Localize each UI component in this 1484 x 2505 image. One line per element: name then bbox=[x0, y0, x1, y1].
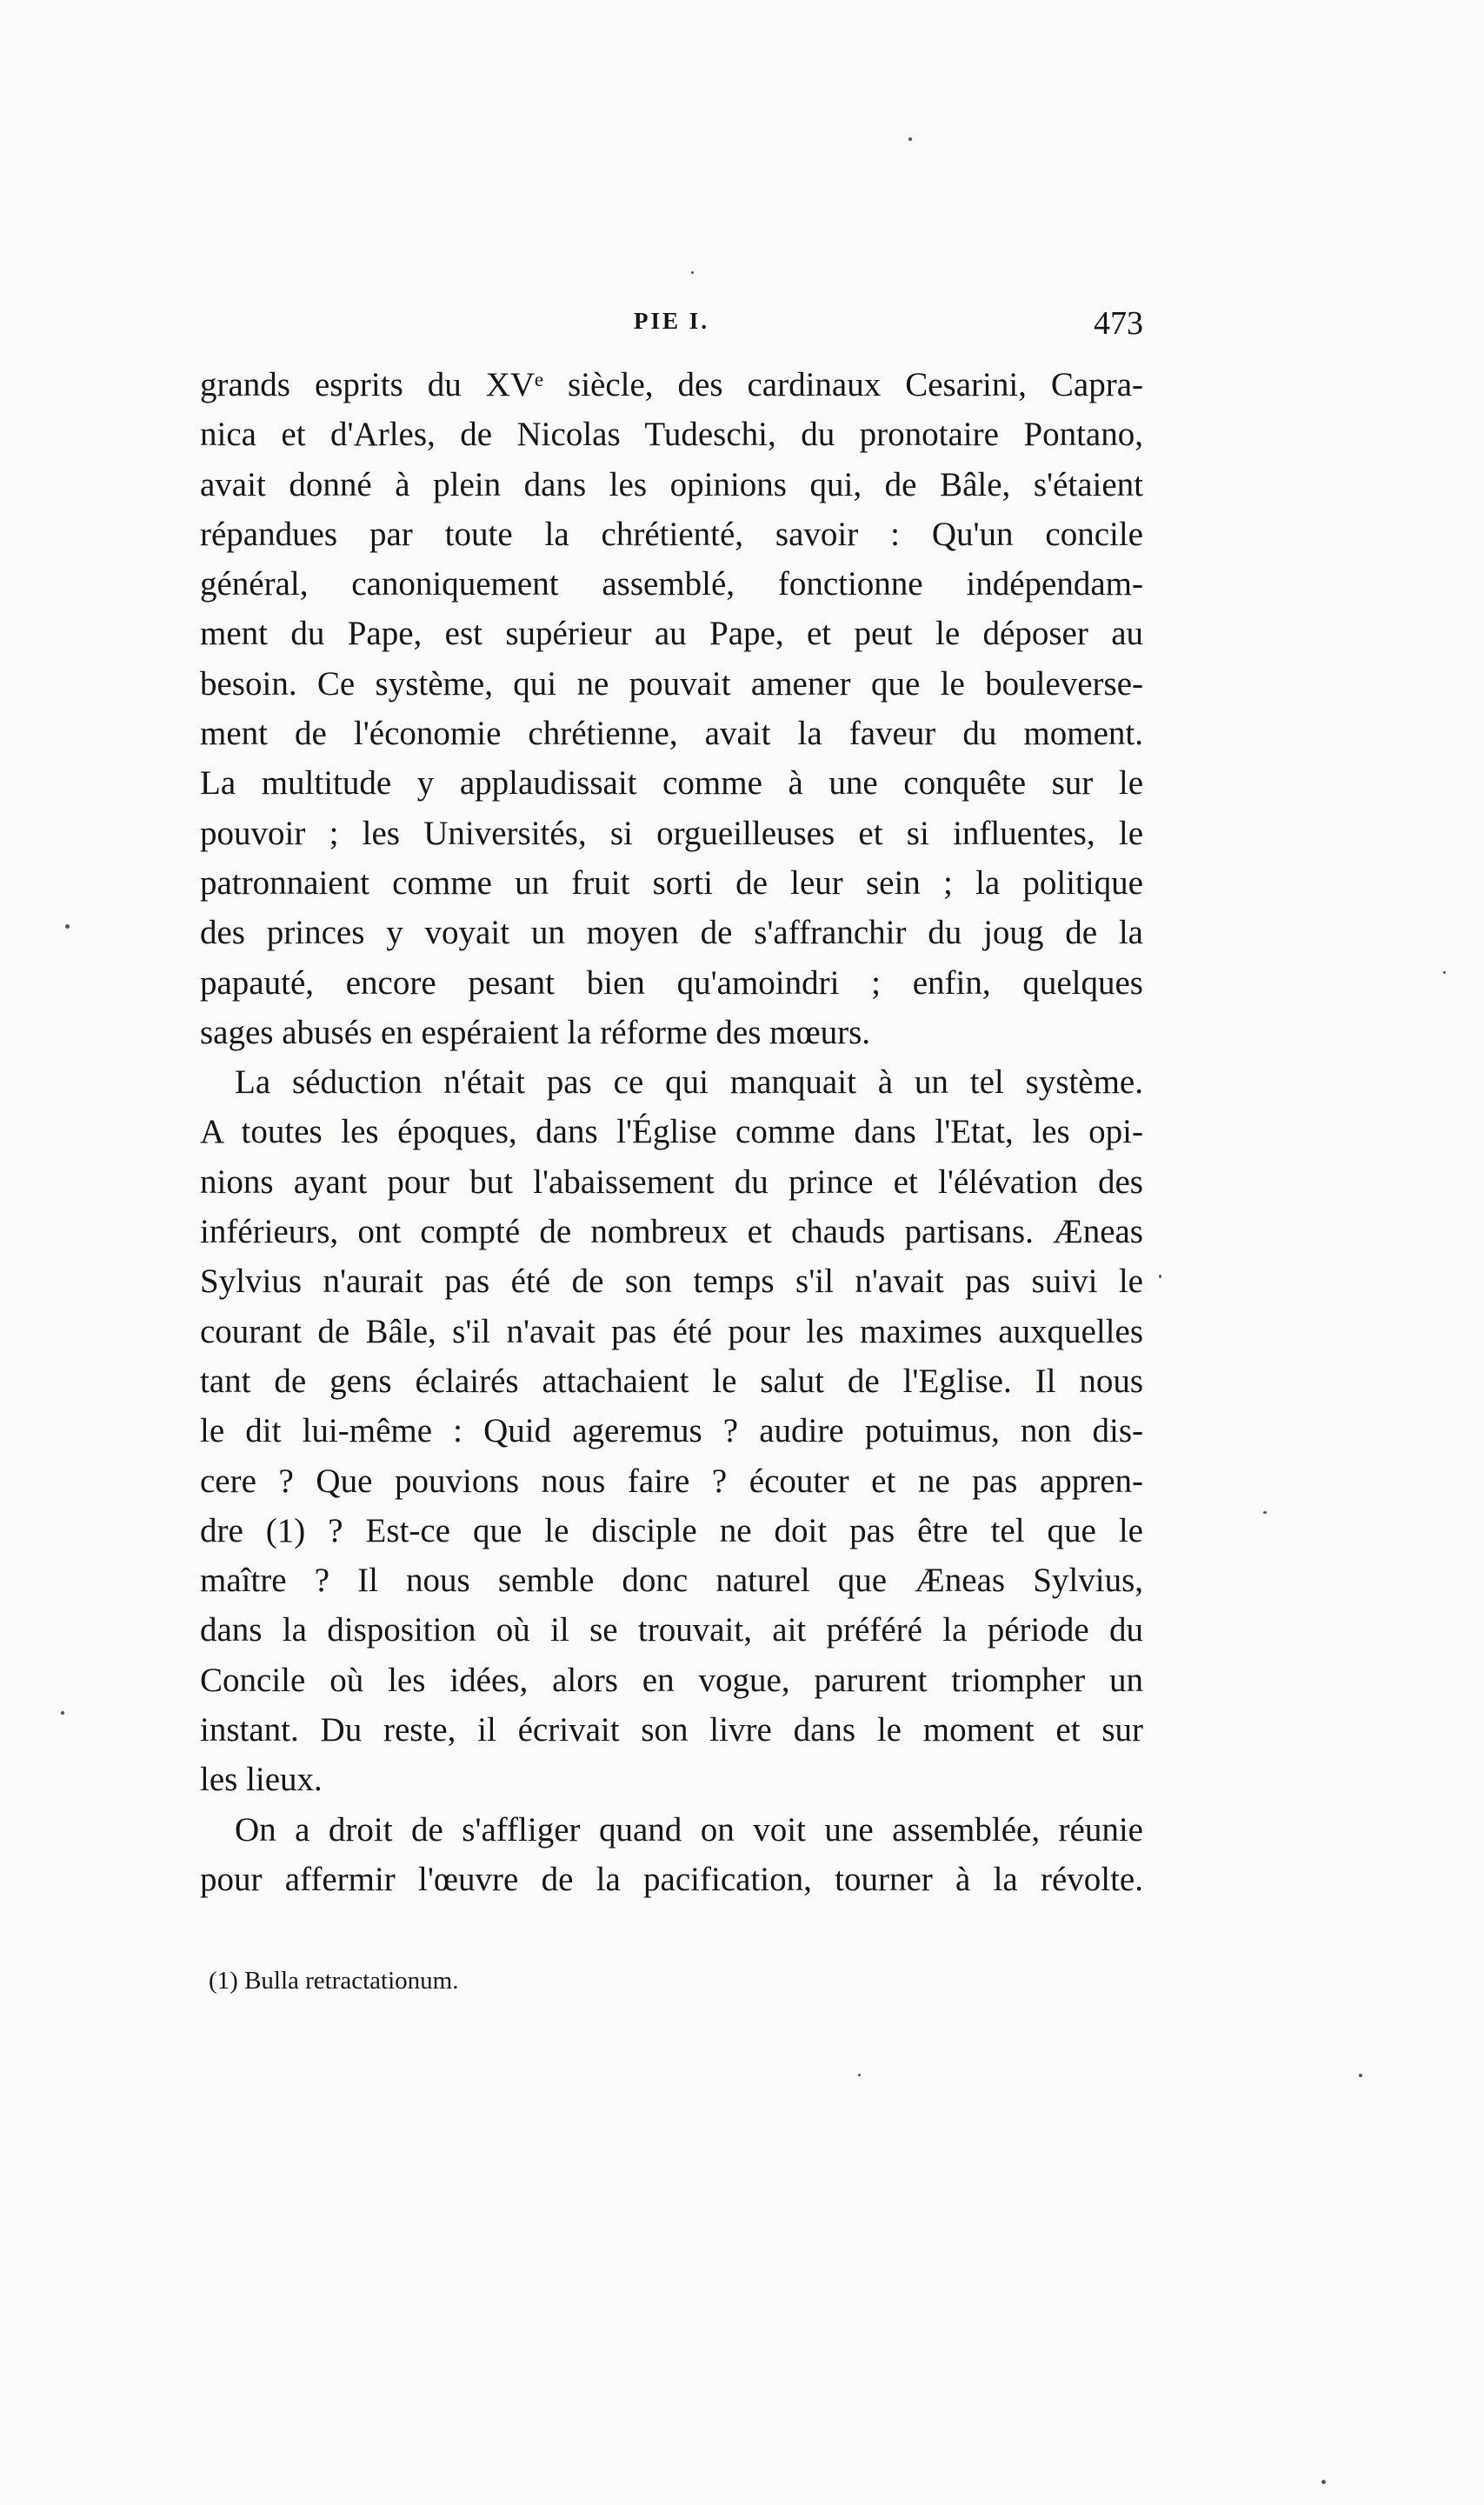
text-line: dre (1) ? Est-ce que le disciple ne doit pas être tel que le bbox=[200, 1511, 1143, 1549]
running-title: PIE I. bbox=[633, 308, 710, 334]
scan-speck bbox=[61, 1711, 64, 1715]
scan-speck bbox=[65, 924, 70, 929]
scan-speck bbox=[908, 137, 912, 141]
scan-speck bbox=[1443, 971, 1446, 974]
text-line: A toutes les époques, dans l'Église comme dans l'Etat, les opi- bbox=[200, 1113, 1143, 1151]
scan-speck bbox=[1159, 1275, 1161, 1278]
body-text bbox=[200, 360, 1143, 1904]
text-line: nica et d'Arles, de Nicolas Tudeschi, du pronotaire Pontano, bbox=[200, 416, 1143, 454]
text-line: cere ? Que pouvions nous faire ? écouter et ne pas appren- bbox=[200, 1462, 1143, 1500]
text-line: La multitude y applaudissait comme à une conquête sur le bbox=[200, 764, 1143, 803]
text-line: sages abusés en espéraient la réforme des mœurs. bbox=[200, 1013, 871, 1051]
scan-speck bbox=[858, 2074, 861, 2076]
text-line: courant de Bâle, s'il n'avait pas été pour les maximes auxquelles bbox=[200, 1312, 1143, 1350]
text-line: ment de l'économie chrétienne, avait la faveur du moment. bbox=[200, 715, 1143, 753]
text-line: tant de gens éclairés attachaient le salut de l'Eglise. Il nous bbox=[200, 1362, 1143, 1400]
text-line: papauté, encore pesant bien qu'amoindri ; enfin, quelques bbox=[200, 963, 1143, 1002]
text-line: grands esprits du XVᵉ siècle, des cardinaux Cesarini, Capra- bbox=[200, 366, 1143, 403]
text-line: patronnaient comme un fruit sorti de leur sein ; la politique bbox=[200, 863, 1143, 902]
text-line: avait donné à plein dans les opinions qui, de Bâle, s'étaient bbox=[200, 465, 1143, 503]
scan-speck bbox=[1359, 2074, 1362, 2077]
text-line: Concile où les idées, alors en vogue, parurent triompher un bbox=[200, 1661, 1143, 1699]
text-line: maître ? Il nous semble donc naturel que Æneas Sylvius, bbox=[200, 1562, 1143, 1600]
text-line: ment du Pape, est supérieur au Pape, et peut le déposer au bbox=[200, 615, 1143, 653]
text-line: inférieurs, ont compté de nombreux et chauds partisans. Æneas bbox=[200, 1213, 1143, 1251]
text-line: On a droit de s'affliger quand on voit une assemblée, réunie bbox=[235, 1810, 1143, 1849]
paragraph-2 bbox=[200, 1057, 1143, 1804]
text-line: La séduction n'était pas ce qui manquait à un tel système. bbox=[235, 1063, 1143, 1102]
text-line: les lieux. bbox=[200, 1761, 323, 1799]
paragraph-1 bbox=[200, 360, 1143, 1057]
running-head bbox=[200, 304, 1143, 348]
text-line: le dit lui-même : Quid ageremus ? audire potuimus, non dis- bbox=[200, 1412, 1143, 1450]
text-line: général, canoniquement assemblé, fonctionne indépendam- bbox=[200, 565, 1143, 603]
scan-speck bbox=[1321, 2480, 1326, 2484]
paragraph-3 bbox=[200, 1805, 1143, 1905]
text-line: pour affermir l'œuvre de la pacification, tourner à la révolte. bbox=[200, 1860, 1143, 1898]
text-line: dans la disposition où il se trouvait, ait préféré la période du bbox=[200, 1611, 1143, 1649]
text-line: des princes y voyait un moyen de s'affranchir du joug de la bbox=[200, 914, 1143, 952]
text-line: pouvoir ; les Universités, si orgueilleuses et si influentes, le bbox=[200, 814, 1143, 852]
text-line: répandues par toute la chrétienté, savoir : Qu'un concile bbox=[200, 515, 1143, 553]
text-line: nions ayant pour but l'abaissement du prince et l'élévation des bbox=[200, 1163, 1143, 1201]
text-line: instant. Du reste, il écrivait son livre dans le moment et sur bbox=[200, 1711, 1143, 1749]
page-number: 473 bbox=[1094, 305, 1143, 342]
scan-speck bbox=[1263, 1511, 1267, 1514]
text-line: Sylvius n'aurait pas été de son temps s'il n'avait pas suivi le bbox=[200, 1262, 1143, 1301]
footnote: (1) Bulla retractationum. bbox=[209, 1967, 459, 1995]
text-line: besoin. Ce système, qui ne pouvait amener que le bouleverse- bbox=[200, 664, 1143, 703]
scan-speck bbox=[691, 271, 694, 274]
